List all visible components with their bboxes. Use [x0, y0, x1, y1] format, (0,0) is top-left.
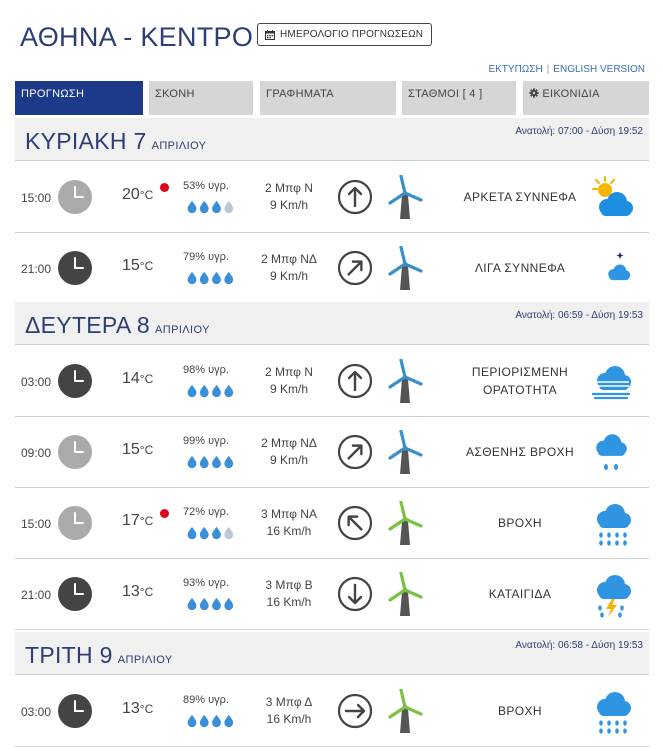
light-rain-icon [587, 430, 635, 476]
night-few-clouds-icon [587, 246, 635, 292]
forecast-time: 03:00 [21, 705, 52, 719]
humidity-drops-icon [183, 200, 243, 214]
arrow-right-icon [337, 693, 373, 729]
humidity: 99% υγρ. [183, 435, 229, 447]
arrow-up-left-icon [337, 505, 373, 541]
wind-turbine-icon [387, 572, 423, 616]
wind-turbine-icon [387, 501, 423, 545]
weather-description: ΠΕΡΙΟΡΙΣΜΕΝΗ ΟΡΑΤΟΤΗΤΑ [471, 365, 569, 397]
wind-info [245, 180, 333, 214]
tab-label: ΕΙΚΟΝΙΔΙΑ [542, 88, 600, 100]
humidity: 53% υγρ. [183, 180, 229, 192]
temperature-unit: °C [139, 514, 154, 528]
forecast-time: 09:00 [21, 446, 52, 460]
forecast-row [15, 346, 649, 417]
top-links [488, 64, 645, 75]
day-header [15, 302, 649, 345]
humidity-drops-icon [183, 455, 243, 469]
temperature-value: 15 [122, 441, 140, 458]
tab-dust[interactable] [149, 81, 253, 115]
weather-description: ΑΡΚΕΤΑ ΣΥΝΝΕΦΑ [463, 190, 577, 204]
temperature-unit: °C [139, 372, 154, 386]
day-title [25, 128, 206, 155]
temperature-value: 13 [122, 583, 140, 600]
english-version-link[interactable]: ENGLISH VERSION [553, 64, 645, 75]
clock-icon [57, 576, 93, 612]
temperature [122, 441, 153, 459]
link-separator: | [546, 64, 550, 75]
arrow-up-right-icon [337, 250, 373, 286]
page-title: ΑΘΗΝΑ - ΚΕΝΤΡΟ [20, 22, 254, 52]
humidity: 98% υγρ. [183, 364, 229, 376]
temperature-unit: °C [139, 443, 154, 457]
tab-label: ΠΡΟΓΝΩΣΗ [21, 88, 85, 100]
humidity-drops-icon [183, 384, 243, 398]
temperature-unit: °C [139, 702, 154, 716]
temperature-alert-dot [160, 183, 169, 192]
day-name-text: ΤΡΙΤΗ 9 [25, 642, 113, 668]
clock-icon [57, 505, 93, 541]
tab-label: ΣΚΟΝΗ [155, 88, 195, 100]
weather-description: ΛΙΓΑ ΣΥΝΝΕΦΑ [474, 261, 566, 275]
forecast-time: 15:00 [21, 517, 52, 531]
temperature-value: 20 [122, 186, 140, 203]
humidity: 79% υγρ. [183, 251, 229, 263]
wind-speed: 16 Km/h [266, 712, 312, 726]
wind-beaufort: 3 Μπφ Β [265, 578, 313, 592]
humidity: 72% υγρ. [183, 506, 229, 518]
partly-cloudy-icon [587, 175, 635, 221]
temperature [122, 512, 153, 530]
rain-icon [587, 501, 635, 547]
sunrise-sunset: Ανατολή: 06:58 - Δύση 19:53 [515, 640, 643, 651]
wind-speed: 16 Km/h [266, 524, 312, 538]
wind-speed: 9 Km/h [269, 198, 308, 212]
tab-label: ΓΡΑΦΗΜΑΤΑ [266, 88, 334, 100]
temperature-value: 17 [122, 512, 140, 529]
forecast-row [15, 488, 649, 559]
wind-turbine-icon [387, 359, 423, 403]
wind-turbine-icon [387, 246, 423, 290]
humidity-drops-icon [183, 526, 243, 540]
day-month: ΑΠΡΙΛΙΟΥ [151, 140, 207, 152]
temperature [122, 257, 153, 275]
day-title [25, 642, 173, 669]
calendar-button-label: ΗΜΕΡΟΛΟΓΙΟ ΠΡΟΓΝΩΣΕΩΝ [280, 29, 424, 40]
temperature-value: 14 [122, 370, 140, 387]
wind-beaufort: 2 Μπφ Ν [265, 181, 313, 195]
humidity: 89% υγρ. [183, 694, 229, 706]
temperature [122, 370, 153, 388]
wind-info [245, 435, 333, 469]
arrow-up-right-icon [337, 434, 373, 470]
arrow-up-icon [337, 179, 373, 215]
temperature-value: 13 [122, 700, 140, 717]
temperature-unit: °C [139, 188, 154, 202]
wind-info [245, 577, 333, 611]
day-month: ΑΠΡΙΛΙΟΥ [117, 654, 173, 666]
day-name-text: ΔΕΥΤΕΡΑ 8 [25, 312, 151, 338]
sunrise-sunset: Ανατολή: 06:59 - Δύση 19:53 [515, 310, 643, 321]
forecast-calendar-button[interactable] [257, 23, 432, 46]
tab-charts[interactable] [260, 81, 396, 115]
wind-turbine-icon [387, 430, 423, 474]
wind-beaufort: 2 Μπφ ΝΔ [261, 436, 317, 450]
day-name-text: ΚΥΡΙΑΚΗ 7 [25, 128, 147, 154]
forecast-row [15, 559, 649, 630]
arrow-down-icon [337, 576, 373, 612]
wind-speed: 16 Km/h [266, 595, 312, 609]
weather-description: ΑΣΘΕΝΗΣ ΒΡΟΧΗ [465, 445, 575, 459]
temperature-value: 15 [122, 257, 140, 274]
print-link[interactable]: ΕΚΤΥΠΩΣΗ [488, 64, 543, 75]
thunderstorm-icon [587, 572, 635, 618]
temperature-unit: °C [139, 259, 154, 273]
temperature [122, 583, 153, 601]
forecast-time: 21:00 [21, 262, 52, 276]
temperature [122, 700, 153, 718]
forecast-time: 21:00 [21, 588, 52, 602]
day-month: ΑΠΡΙΛΙΟΥ [155, 324, 210, 336]
tab-forecast[interactable] [15, 81, 143, 115]
wind-beaufort: 2 Μπφ ΝΔ [261, 252, 317, 266]
tab-icons[interactable] [523, 81, 649, 115]
clock-icon [57, 363, 93, 399]
weather-description: ΚΑΤΑΙΓΙΔΑ [488, 587, 552, 601]
gear-icon [529, 88, 539, 98]
humidity-drops-icon [183, 271, 243, 285]
temperature [122, 186, 153, 204]
clock-icon [57, 693, 93, 729]
fog-icon [587, 359, 635, 405]
tab-bar [15, 81, 649, 115]
wind-speed: 9 Km/h [269, 269, 308, 283]
wind-speed: 9 Km/h [269, 453, 308, 467]
wind-turbine-icon [387, 175, 423, 219]
clock-icon [57, 434, 93, 470]
clock-icon [57, 250, 93, 286]
wind-beaufort: 3 Μπφ Δ [265, 695, 313, 709]
wind-info [245, 364, 333, 398]
day-title [25, 312, 210, 339]
day-header [15, 632, 649, 675]
arrow-up-icon [337, 363, 373, 399]
temperature-alert-dot [160, 509, 169, 518]
page-header [0, 0, 663, 80]
wind-info [245, 506, 333, 540]
humidity: 93% υγρ. [183, 577, 229, 589]
tab-stations[interactable] [402, 81, 516, 115]
humidity-drops-icon [183, 597, 243, 611]
sunrise-sunset: Ανατολή: 07:00 - Δύση 19:52 [515, 126, 643, 137]
day-header [15, 118, 649, 161]
wind-beaufort: 3 Μπφ ΝΑ [261, 507, 317, 521]
forecast-row [15, 417, 649, 488]
forecast-row [15, 676, 649, 747]
temperature-unit: °C [139, 585, 154, 599]
wind-turbine-icon [387, 689, 423, 733]
forecast-time: 03:00 [21, 375, 52, 389]
rain-icon [587, 689, 635, 735]
weather-description: ΒΡΟΧΗ [497, 704, 542, 718]
wind-info [245, 251, 333, 285]
wind-beaufort: 2 Μπφ Ν [265, 365, 313, 379]
forecast-row [15, 233, 649, 304]
calendar-icon [265, 30, 275, 40]
forecast-row [15, 162, 649, 233]
wind-speed: 9 Km/h [269, 382, 308, 396]
weather-description: ΒΡΟΧΗ [497, 516, 542, 530]
clock-icon [57, 179, 93, 215]
wind-info [245, 694, 333, 728]
forecast-time: 15:00 [21, 191, 52, 205]
tab-label: ΣΤΑΘΜΟΙ [ 4 ] [408, 88, 483, 100]
humidity-drops-icon [183, 714, 243, 728]
